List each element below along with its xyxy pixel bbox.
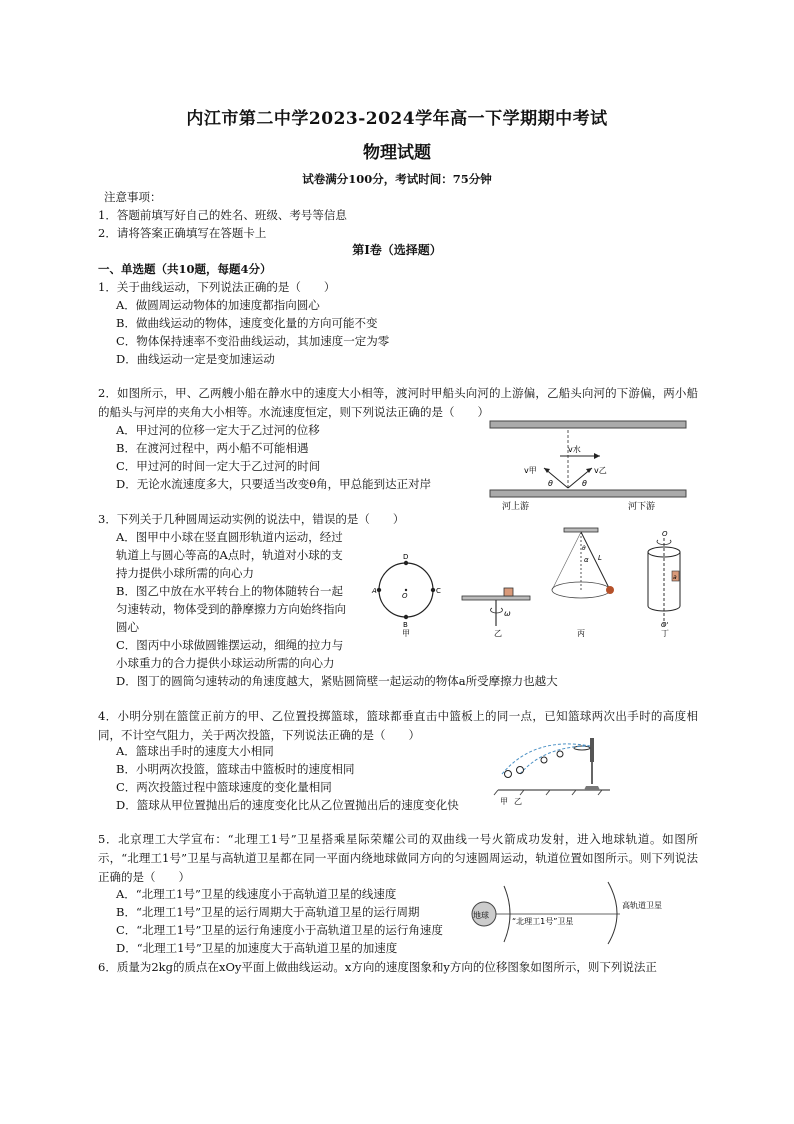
point-c-label: C — [436, 587, 441, 595]
q4-option-b: B．小明两次投篮，篮球击中篮板时的速度相同 — [116, 762, 355, 776]
position-jia-label: 甲 — [500, 797, 508, 806]
notice-item: 1．答题前填写好自己的姓名、班级、考号等信息 — [98, 208, 347, 222]
pendulum-bob — [606, 586, 614, 594]
point-a-label: A — [372, 587, 377, 595]
ceiling — [564, 528, 598, 532]
cylinder-bottom-o-label: O' — [661, 621, 669, 629]
notice-heading: 注意事项： — [104, 190, 162, 204]
river-crossing-figure — [488, 418, 688, 510]
center-o-label: O — [402, 592, 408, 600]
question-2-stem: 2．如图所示，甲、乙两艘小船在静水中的速度大小相等，渡河时甲船头向河的上游偏，乙船头向河的下游偏，两小船的船头与河岸的夹角大小相等。水流速度恒定，则下列说法正确的是（ ） — [98, 386, 698, 419]
upstream-label: 河上游 — [502, 502, 530, 512]
omega-label: ω — [504, 609, 511, 618]
q2-option-a: A．甲过河的位移一定大于乙过河的位移 — [116, 423, 320, 437]
q4-option-c: C．两次投篮过程中篮球速度的变化量相同 — [116, 780, 332, 794]
point-b-label: B — [403, 621, 408, 629]
question-1-stem: 1．关于曲线运动，下列说法正确的是（ ） — [98, 280, 336, 294]
q2-option-d: D．无论水流速度多大，只要适当改变θ角，甲总能到达正对岸 — [116, 477, 432, 491]
caption-ding: 丁 — [661, 629, 669, 638]
trajectory-jia — [502, 744, 590, 774]
part-title: 一、单选题（共10题，每题4分） — [98, 262, 272, 276]
q1-option-d: D．曲线运动一定是变加速运动 — [116, 352, 275, 366]
q5-option-b: B．“北理工1号”卫星的运行周期大于高轨道卫星的运行周期 — [116, 905, 420, 919]
q3-option-b-line3: 圆心 — [116, 620, 139, 634]
question-4-stem: 4．小明分别在篮筐正前方的甲、乙位置投掷篮球，篮球都垂直击中篮板上的同一点，已知篮球两次出手时的高度相同，不计空气阻力，关于两次投篮，下列说法正确的是（ ） — [98, 709, 698, 742]
cone-length-label: L — [598, 554, 602, 562]
q3-option-c: C．图丙中小球做圆锥摆运动，细绳的拉力与 — [116, 638, 344, 652]
position-yi-label: 乙 — [514, 797, 522, 806]
q3-option-a-line2: 轨道上与圆心等高的A点时，轨道对小球的支 — [116, 548, 343, 562]
q1-option-c: C．物体保持速率不变沿曲线运动，其加速度一定为零 — [116, 334, 390, 348]
theta-left-label: θ — [548, 479, 553, 488]
river-bank-bottom — [490, 490, 686, 497]
q4-option-d: D．篮球从甲位置抛出后的速度变化比从乙位置抛出后的速度变化快 — [116, 798, 459, 812]
satellite-orbit-figure — [468, 880, 694, 946]
q1-option-a: A．做圆周运动物体的加速度都指向圆心 — [116, 298, 320, 312]
question-6-stem: 6．质量为2kg的质点在xOy平面上做曲线运动。x方向的速度图象和y方向的位移图象如图所示，则下列说法正 — [98, 960, 657, 974]
q3-option-b: B．图乙中放在水平转台上的物体随转台一起 — [116, 584, 343, 598]
q3-option-a-line3: 持力提供小球所需的向心力 — [116, 566, 254, 580]
q4-option-a: A．篮球出手时的速度大小相同 — [116, 744, 274, 758]
cone-alpha-label: α — [584, 556, 589, 564]
person-yi — [517, 767, 524, 774]
cylinder-top-o-label: O — [662, 530, 668, 538]
q3-option-c-line2: 小球重力的合力提供小球运动所需的向心力 — [116, 656, 335, 670]
point-d-label: D — [403, 553, 409, 561]
river-bank-top — [490, 421, 686, 428]
q5-option-a: A．“北理工1号”卫星的线速度小于高轨道卫星的线速度 — [116, 887, 397, 901]
caption-yi: 乙 — [494, 629, 502, 638]
q5-option-d: D．“北理工1号”卫星的加速度大于高轨道卫星的加速度 — [116, 941, 398, 955]
q2-option-c: C．甲过河的时间一定大于乙过河的时间 — [116, 459, 321, 473]
q3-option-d: D．图丁的圆筒匀速转动的角速度越大，紧贴圆筒壁一起运动的物体a所受摩擦力也越大 — [116, 674, 558, 688]
question-5-stem: 5．北京理工大学宣布：“北理工1号”卫星搭乘星际荣耀公司的双曲线一号火箭成功发射，进入地球轨道。如图所示，“北理工1号”卫星与高轨道卫星都在同一平面内绕地球做同方向的匀速圆周运动，轨道位置如图所示。则下列说法正确的是（ ） — [98, 832, 698, 884]
turntable — [462, 596, 530, 600]
cone-theta-label: θ — [582, 545, 586, 552]
q3-option-b-line2: 匀速转动，物体受到的静摩擦力方向始终指向 — [116, 602, 346, 616]
basketball-figure — [494, 732, 614, 806]
v-water-label: v水 — [568, 445, 581, 454]
v-yi-label: v乙 — [594, 466, 607, 475]
question-3-stem: 3．下列关于几种圆周运动实例的说法中，错误的是（ ） — [98, 512, 405, 526]
caption-bing: 丙 — [577, 629, 585, 638]
section-title: 第I卷（选择题） — [352, 243, 442, 257]
person-jia — [505, 771, 512, 778]
downstream-label: 河下游 — [628, 502, 656, 512]
exam-info: 试卷满分100分，考试时间：75分钟 — [302, 172, 492, 186]
object-a-label: a — [673, 574, 677, 581]
q3-option-a: A．图甲中小球在竖直圆形轨道内运动，经过 — [116, 530, 343, 544]
backboard — [590, 738, 594, 762]
caption-jia: 甲 — [402, 629, 410, 638]
v-jia-label: v甲 — [524, 466, 537, 475]
q5-option-c: C．“北理工1号”卫星的运行角速度小于高轨道卫星的运行角速度 — [116, 923, 443, 937]
earth-label: 地球 — [473, 911, 489, 920]
satellite-1-label: “北理工1号”卫星 — [512, 917, 574, 926]
high-orbit-arc — [608, 882, 617, 944]
q1-option-b: B．做曲线运动的物体，速度变化量的方向可能不变 — [116, 316, 378, 330]
q2-option-b: B．在渡河过程中，两小船不可能相遇 — [116, 441, 309, 455]
notice-item: 2．请将答案正确填写在答题卡上 — [98, 226, 267, 240]
satellite-2-label: 高轨道卫星 — [622, 901, 662, 910]
turntable-block — [504, 588, 513, 596]
exam-title: 内江市第二中学2023-2024学年高一下学期期中考试 — [186, 109, 608, 129]
circular-motion-figures — [374, 526, 694, 638]
exam-subject: 物理试题 — [363, 143, 431, 163]
theta-right-label: θ — [582, 479, 587, 488]
